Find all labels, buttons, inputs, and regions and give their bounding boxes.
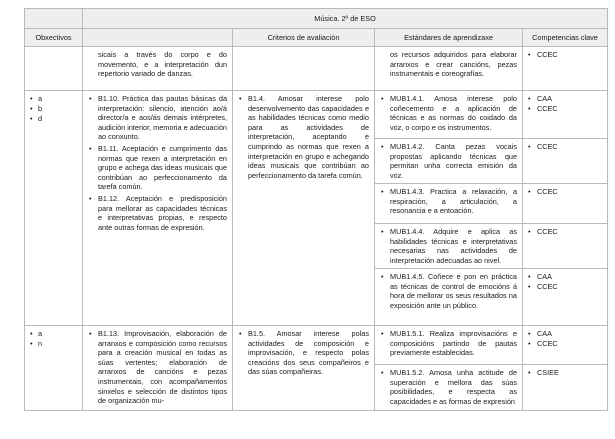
competence-item: • CCEC: [528, 339, 602, 349]
continuation-standard: [375, 47, 523, 91]
competence-item: • CCEC: [528, 142, 602, 152]
competence-cell: [523, 91, 608, 139]
content-item: • B1.12. Aceptación e predisposición para mellorar as capacidades técnicas e interpretativas propias, e respecto ante outras formas de expresión.: [88, 194, 227, 232]
content-item: • B1.11. Aceptación e cumprimento das normas que rexen a interpretación en grupo e achega das ideas musicais que contribúan ao perfeccionamento da tarefa común.: [88, 144, 227, 192]
standard-cell: [375, 365, 523, 411]
standard-cell: [375, 224, 523, 269]
objective-item: • n: [30, 339, 77, 349]
content-item: • B1.10. Práctica das pautas básicas da interpretación: silencio, atención ao/á director/a e aos/ás demais intérpretes, audición interior, memoria e adecuación ao conxunto.: [88, 94, 227, 142]
standard-text: • MUB1.4.1. Amosa interese polo coñecemento e a aplicación de técnicas e as normas do coidado da voz, o corpo e os instrumentos.: [380, 94, 517, 132]
competence-item: • CCEC: [528, 282, 602, 292]
competence-cell: [523, 365, 608, 411]
block-b-objectives: [25, 326, 83, 411]
objective-item: • a: [30, 329, 77, 339]
competence-cell: [523, 139, 608, 184]
standard-text: • MUB1.4.5. Coñece e pon en práctica as técnicas de control de emocións á hora de mellorar os seus resultados na exposición ante un público.: [380, 272, 517, 310]
competence-item: • CCEC: [528, 227, 602, 237]
criterion-text: • B1.5. Amosar interese polas actividades de composición e improvisación, e respecto polas creacións dos seus compañeiros e das súas compañeiras.: [238, 329, 369, 377]
column-header-row: [25, 29, 608, 47]
contents-text: sicais a través do corpo e do movemento, e a interpretación dun repertorio variado de danzas.: [98, 50, 227, 79]
competence-item: • CAA: [528, 94, 602, 104]
objective-item: • b: [30, 104, 77, 114]
competence-item: • CCEC: [528, 104, 602, 114]
competence-item: • CAA: [528, 329, 602, 339]
block-a-contents: [83, 91, 233, 326]
header-objectives: Obxectivos: [25, 29, 83, 47]
standard-text: • MUB1.4.4. Adquire e aplica as habilidades técnicas e interpretativas necesarias nas actividades de interpretación adecuadas ao nivel.: [380, 227, 517, 265]
block-b-row-1: [25, 326, 608, 365]
header-contents-blank: [83, 29, 233, 47]
block-a-criterion: [233, 91, 375, 326]
blank-header-cell: [25, 9, 83, 29]
criterion-text: • B1.4. Amosar interese polo desenvolvemento das capacidades e as habilidades técnicas como medio para as actividades de interpretación, aceptando e cumprindo as normas que rexen a interpretación en grupo e achegando ideas musicais que contribúan ao perfeccionamento da tarefa común.: [238, 94, 369, 180]
block-b-contents: [83, 326, 233, 411]
competence-cell: [523, 224, 608, 269]
subject-header-row: [25, 9, 608, 29]
standard-text: • MUB1.5.2. Amosa unha actitude de superación e mellora das súas posibilidades, e respecta as capacidades e as formas de expresión: [380, 368, 517, 406]
block-a-objectives: [25, 91, 83, 326]
standard-cell: [375, 269, 523, 326]
objective-item: • d: [30, 114, 77, 124]
objective-item: • a: [30, 94, 77, 104]
continuation-objectives: [25, 47, 83, 91]
standard-text: • MUB1.4.2. Canta pezas vocais propostas aplicando técnicas que permitan unha correcta emisión da voz.: [380, 142, 517, 180]
competence-item: • CCEC: [528, 187, 602, 197]
continuation-contents: [83, 47, 233, 91]
competence-item: • CCEC: [528, 50, 602, 60]
standard-cell: [375, 91, 523, 139]
competence-item: • CSIEE: [528, 368, 602, 378]
standard-cell: [375, 326, 523, 365]
curriculum-table: [24, 8, 608, 411]
header-criteria: Criterios de avaliación: [233, 29, 375, 47]
continuation-competences: [523, 47, 608, 91]
continuation-criteria: [233, 47, 375, 91]
block-b-criterion: [233, 326, 375, 411]
continuation-row: [25, 47, 608, 91]
competence-item: • CAA: [528, 272, 602, 282]
standard-cell: [375, 184, 523, 224]
competence-cell: [523, 326, 608, 365]
competence-cell: [523, 184, 608, 224]
header-competences: Competencias clave: [523, 29, 608, 47]
subject-title: Música. 2º de ESO: [83, 9, 608, 29]
header-standards: Estándares de aprendizaxe: [375, 29, 523, 47]
standard-text: os recursos adquiridos para elaborar arranxos e crear cancións, pezas instrumentais e coreografías.: [390, 50, 517, 79]
standard-text: • MUB1.5.1. Realiza improvisacións e composicións partindo de pautas previamente establecidas.: [380, 329, 517, 358]
competence-cell: [523, 269, 608, 326]
content-item: • B1.13. Improvisación, elaboración de arranxos e composición como recursos para a creación musical en todas as súas vertentes; elaboración de arranxos de cancións e pezas instrumentais, con acompañamentos sinxelos e selección de distintos tipos de organización mu-: [88, 329, 227, 406]
standard-text: • MUB1.4.3. Practica a relaxación, a respiración, a articulación, a resonancia e a entoación.: [380, 187, 517, 216]
block-a-row-1: [25, 91, 608, 139]
standard-cell: [375, 139, 523, 184]
